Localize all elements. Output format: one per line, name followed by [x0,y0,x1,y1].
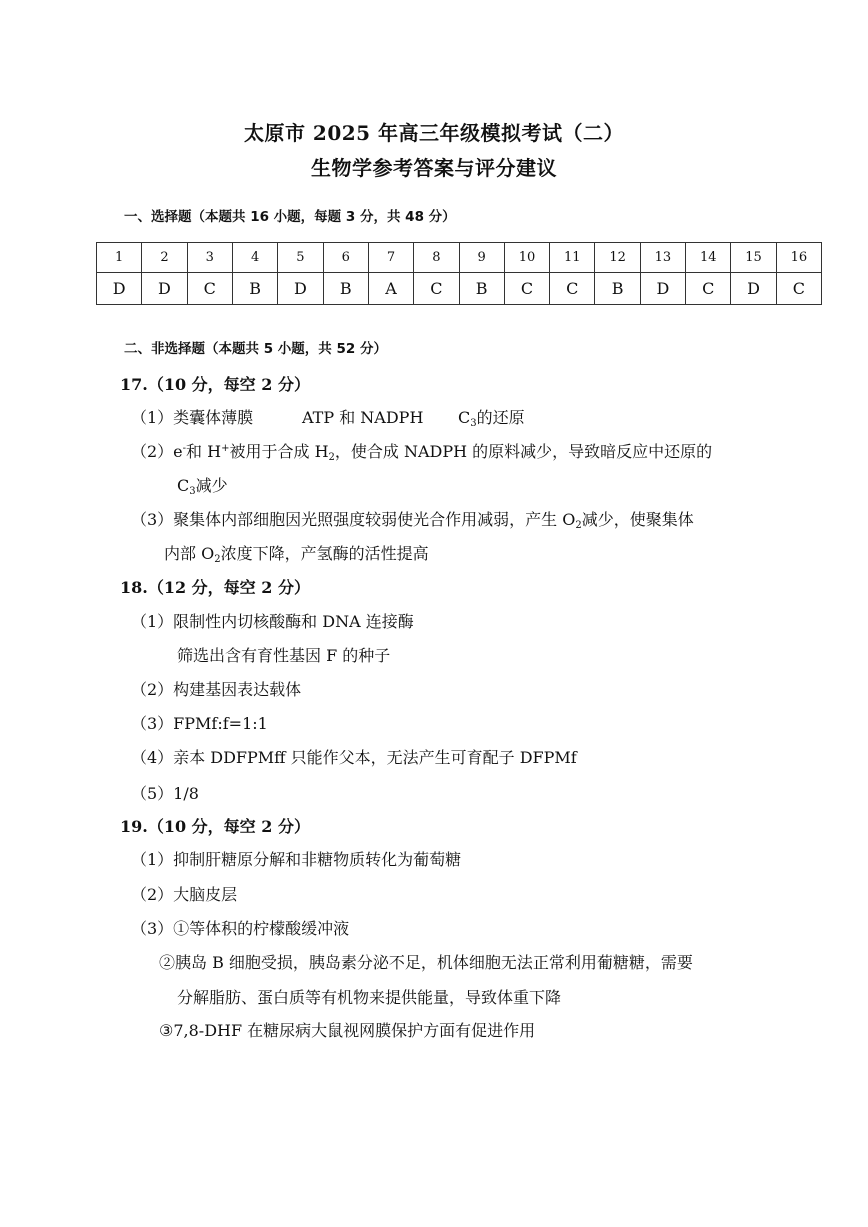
text: 减少 [195,476,228,495]
q18-answer-4: （4）亲本 DDFPMff 只能作父本，无法产生可育配子 DFPMf [131,748,577,767]
answer-cell: C [187,273,232,305]
answer-cell: B [459,273,504,305]
q19-answer-3: （3）①等体积的柠檬酸缓冲液 [131,919,350,938]
question-number: 13 [640,243,685,273]
question-number: 3 [187,243,232,273]
answer-cell: B [595,273,640,305]
text: 浓度下降，产氢酶的活性提高 [220,544,429,563]
subscript: 3 [189,486,196,497]
question-number: 7 [368,243,413,273]
question-number: 16 [776,243,821,273]
text: （2）e [131,442,183,461]
q19-answer-3-second: ②胰岛 B 细胞受损，胰岛素分泌不足，机体细胞无法正常利用葡糖糖，需要 [159,953,693,972]
question-number: 6 [323,243,368,273]
text: 被用于合成 H [229,442,329,461]
answer-cell: B [232,273,277,305]
answer-cell: D [640,273,685,305]
answer-cell: B [323,273,368,305]
q19-answer-1: （1）抑制肝糖原分解和非糖物质转化为葡萄糖 [131,850,462,869]
q17-answer-1c [458,405,525,429]
answer-cell: D [142,273,187,305]
answer-cell: C [504,273,549,305]
question-17-title: 17.（10 分，每空 2 分） [120,375,310,394]
q17-answer-2-cont [177,473,228,497]
text: 内部 O [164,544,215,563]
q17-answer-1b: ATP 和 NADPH [302,408,424,427]
q18-answer-5: （5）1/8 [131,784,199,803]
answer-cell: C [686,273,731,305]
question-number: 9 [459,243,504,273]
text: C [177,476,190,495]
q17-answer-1a: （1）类囊体薄膜 [131,408,254,427]
answer-table-answer-row [97,273,822,305]
answer-cell: D [278,273,323,305]
question-number: 8 [414,243,459,273]
q19-answer-2: （2）大脑皮层 [131,885,238,904]
section-heading-choice: 一、选择题（本题共 16 小题，每题 3 分，共 48 分） [124,209,456,225]
q18-answer-3: （3）FPMf:f=1:1 [131,714,268,733]
q18-answer-1-second: 筛选出含有育性基因 F 的种子 [177,646,391,665]
answer-table-number-row [97,243,822,273]
q19-answer-3-second-cont: 分解脂肪、蛋白质等有机物来提供能量，导致体重下降 [177,988,562,1007]
subscript: 2 [214,554,221,565]
answer-cell: C [414,273,459,305]
question-number: 14 [686,243,731,273]
question-18-title: 18.（12 分，每空 2 分） [120,578,310,597]
text: （3）聚集体内部细胞因光照强度较弱使光合作用减弱，产生 O [131,510,576,529]
c3-text: 的还原 [476,408,525,427]
section-heading-nonchoice: 二、非选择题（本题共 5 小题，共 52 分） [124,341,387,357]
q18-answer-2: （2）构建基因表达载体 [131,680,302,699]
question-number: 10 [504,243,549,273]
question-number: 4 [232,243,277,273]
answer-cell: C [550,273,595,305]
question-number: 2 [142,243,187,273]
subscript: 3 [470,418,477,429]
page-title: 太原市 2025 年高三年级模拟考试（二） [243,121,625,145]
q17-answer-3 [131,507,694,531]
answer-cell: C [776,273,821,305]
q19-answer-3-third: ③7,8-DHF 在糖尿病大鼠视网膜保护方面有促进作用 [159,1021,536,1040]
superscript: - [182,443,187,454]
question-number: 12 [595,243,640,273]
page-subtitle: 生物学参考答案与评分建议 [311,156,557,180]
question-number: 11 [550,243,595,273]
q18-answer-1: （1）限制性内切核酸酶和 DNA 连接酶 [131,612,414,631]
question-number: 1 [97,243,142,273]
answer-cell: D [731,273,776,305]
question-number: 15 [731,243,776,273]
question-number: 5 [278,243,323,273]
answer-cell: D [97,273,142,305]
question-19-title: 19.（10 分，每空 2 分） [120,817,310,836]
c3-symbol: C [458,408,471,427]
answer-table [96,242,822,305]
text: 减少，使聚集体 [581,510,694,529]
q17-answer-2 [131,439,712,463]
subscript: 2 [328,452,335,463]
text: ，使合成 NADPH 的原料减少，导致暗反应中还原的 [334,442,713,461]
subscript: 2 [575,520,582,531]
answer-cell: A [368,273,413,305]
q17-answer-3-cont [164,541,429,565]
superscript: + [221,443,230,454]
text: 和 H [186,442,222,461]
